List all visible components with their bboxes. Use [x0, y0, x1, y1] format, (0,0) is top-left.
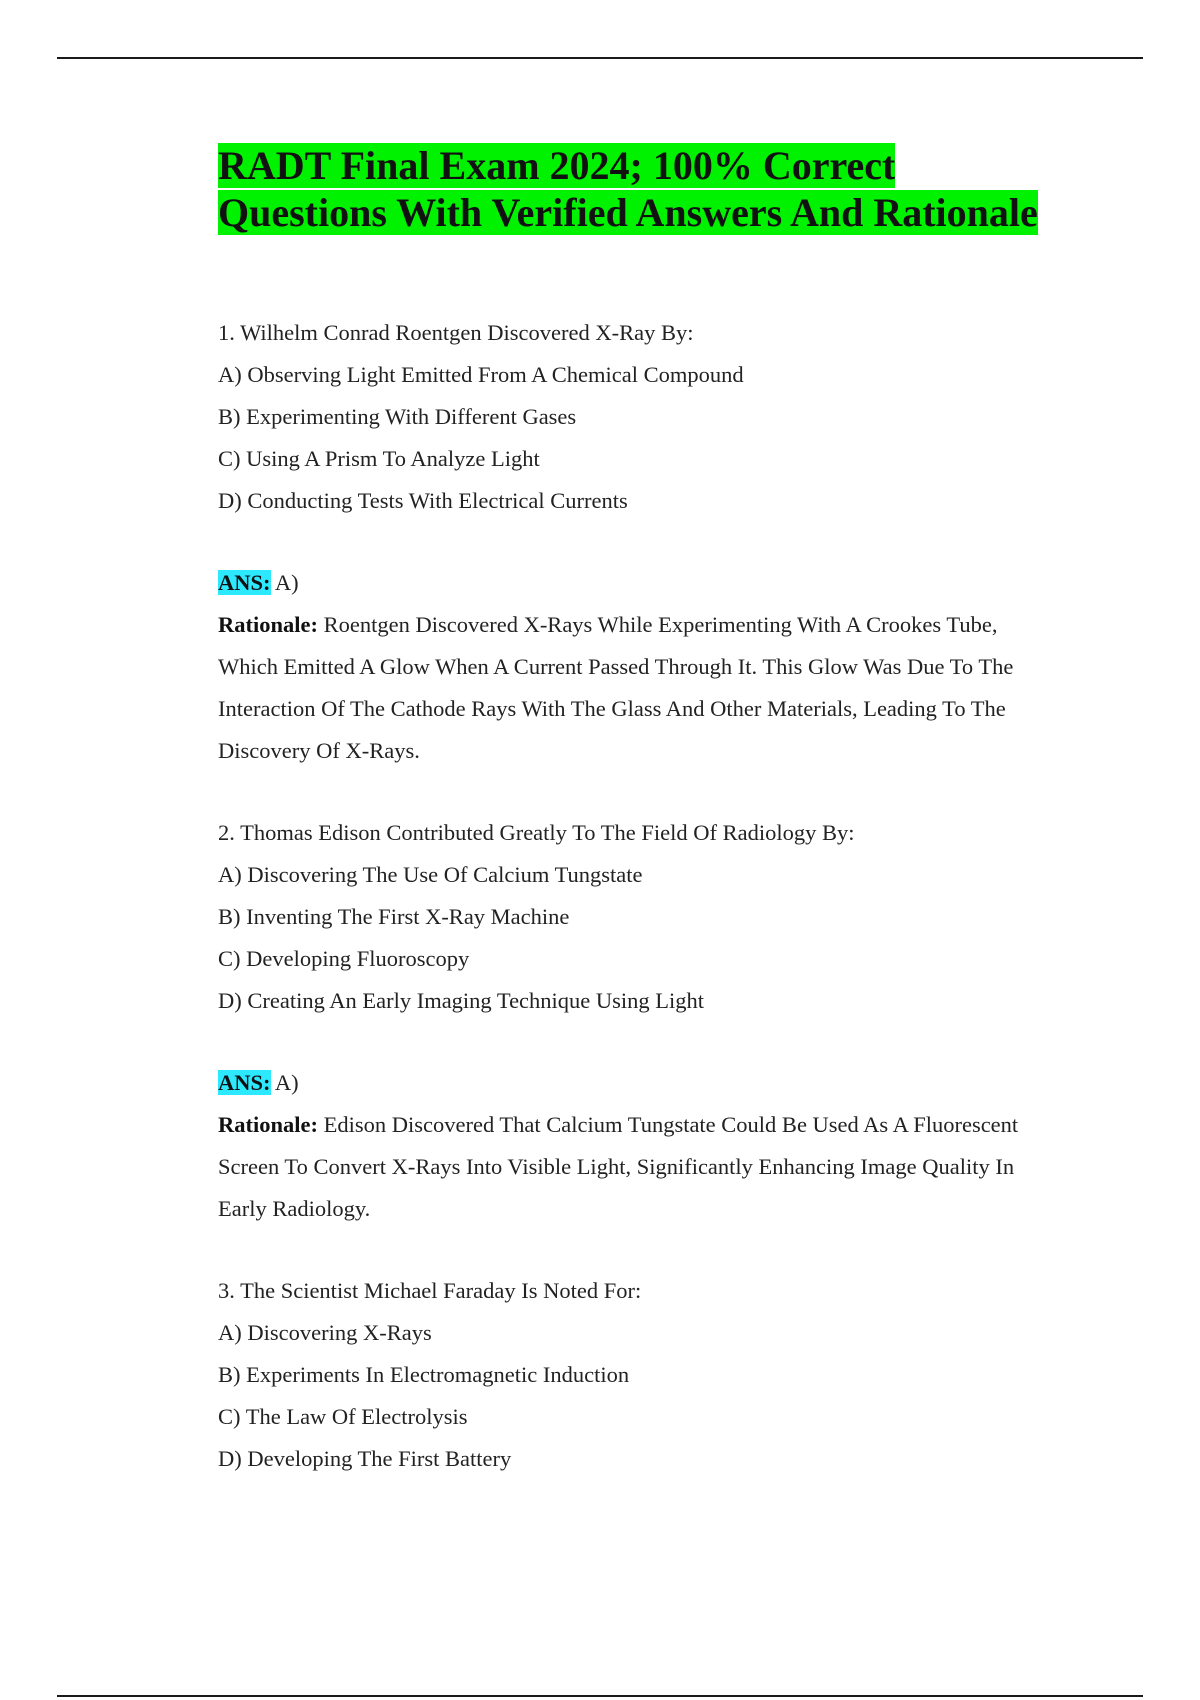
rationale-text: Roentgen Discovered X-Rays While Experimenting With A Crookes Tube, Which Emitted A Glow When A Current Passed Through It. This Glow Was Due To The Interaction Of The Cathode Rays With The Glass And Other Materials, Leading To The Discovery Of X-Rays. — [218, 612, 1014, 763]
option-d: D) Developing The First Battery — [218, 1446, 512, 1471]
rationale-text: Edison Discovered That Calcium Tungstate Could Be Used As A Fluorescent Screen To Convert X-Rays Into Visible Light, Significantly Enhancing Image Quality In Early Radiology. — [218, 1112, 1019, 1221]
option-c: C) The Law Of Electrolysis — [218, 1404, 468, 1429]
page-content — [218, 142, 1098, 1480]
question-list — [218, 312, 1098, 1480]
title-line-1: RADT Final Exam 2024; 100% Correct — [218, 143, 896, 188]
question-2 — [218, 812, 1098, 1230]
option-a: A) Discovering X-Rays — [218, 1320, 432, 1345]
answer-block — [218, 562, 1098, 772]
question-text: 3. The Scientist Michael Faraday Is Noted For: — [218, 1278, 642, 1303]
option-b: B) Inventing The First X-Ray Machine — [218, 904, 570, 929]
option-d: D) Conducting Tests With Electrical Currents — [218, 488, 628, 513]
answer-label: ANS: — [218, 570, 271, 595]
document-title — [218, 142, 1098, 236]
option-b: B) Experiments In Electromagnetic Induction — [218, 1362, 630, 1387]
option-a: A) Observing Light Emitted From A Chemical Compound — [218, 362, 744, 387]
answer-label: ANS: — [218, 1070, 271, 1095]
top-rule — [57, 57, 1143, 59]
bottom-rule — [57, 1695, 1143, 1697]
answer-block — [218, 1062, 1098, 1230]
rationale-label: Rationale: — [218, 1112, 318, 1137]
option-a: A) Discovering The Use Of Calcium Tungstate — [218, 862, 643, 887]
rationale — [218, 604, 1058, 772]
question-1 — [218, 312, 1098, 772]
answer-value: A) — [274, 1070, 299, 1095]
rationale — [218, 1104, 1058, 1230]
option-c: C) Developing Fluoroscopy — [218, 946, 470, 971]
rationale-label: Rationale: — [218, 612, 318, 637]
question-text: 1. Wilhelm Conrad Roentgen Discovered X-Ray By: — [218, 320, 694, 345]
answer-value: A) — [274, 570, 299, 595]
option-b: B) Experimenting With Different Gases — [218, 404, 577, 429]
question-3 — [218, 1270, 1098, 1480]
answer-line — [218, 1062, 1098, 1104]
answer-line — [218, 562, 1098, 604]
question-text: 2. Thomas Edison Contributed Greatly To The Field Of Radiology By: — [218, 820, 855, 845]
option-d: D) Creating An Early Imaging Technique Using Light — [218, 988, 705, 1013]
title-line-2: Questions With Verified Answers And Rationale — [218, 190, 1038, 235]
option-c: C) Using A Prism To Analyze Light — [218, 446, 540, 471]
